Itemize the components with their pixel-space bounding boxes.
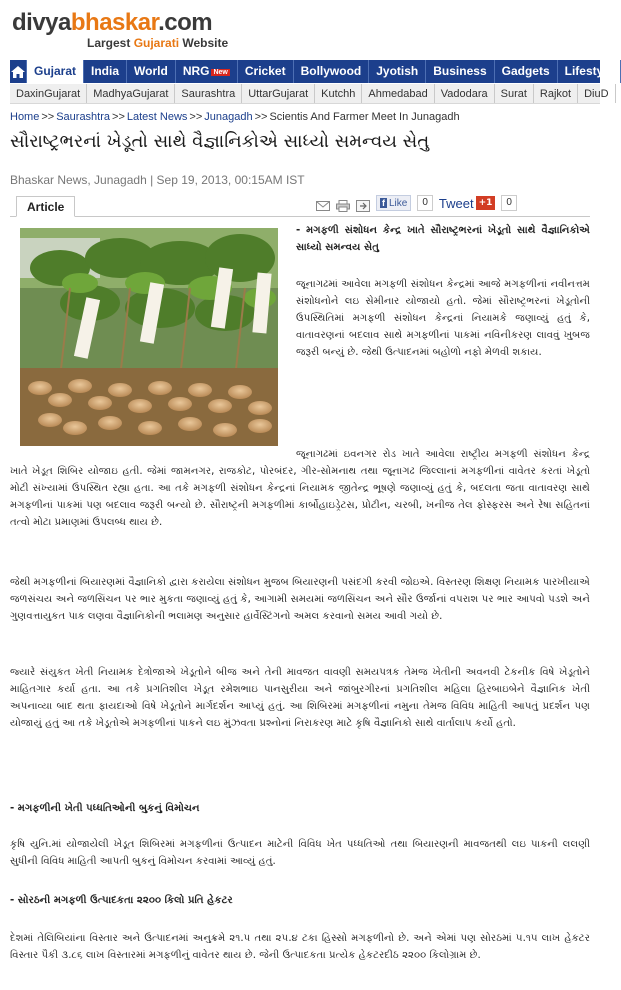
article-paragraph-5: કૃષિ યુનિ.માં યોજાયેલી ખેડૂત શિબિરમાં મગફળીનાં ઉત્પાદન માટેની વિવિધ ખેત પધ્ધતિઓ તથા બિયારણની માવજતથી લઇ પાકની લલણી સુધીની વિવિધ માહિતી આપતી બુકનું વિમોચન કરવામાં આવ્યું હતું. — [10, 839, 590, 867]
article-subheading-1: - મગફળીની ખેતી પધ્ધતિઓની બુકનું વિમોચન — [10, 803, 200, 814]
nav-item-gadgets[interactable]: Gadgets — [495, 60, 558, 83]
subnav-item-saurashtra[interactable]: Saurashtra — [175, 84, 242, 103]
tab-article[interactable]: Article — [16, 196, 75, 217]
tagline-highlight: Gujarati — [133, 36, 180, 50]
like-label: Like — [389, 197, 408, 209]
breadcrumb — [10, 111, 460, 123]
nav-item-lifestyle[interactable]: Lifestyle — [558, 60, 621, 83]
subnav-item-diu[interactable]: DiuD — [578, 84, 615, 103]
subnav-item-kutchh[interactable]: Kutchh — [315, 84, 362, 103]
logo-part-1: divya — [12, 9, 71, 36]
subnav-item-surat[interactable]: Surat — [495, 84, 534, 103]
tweet-button[interactable]: Tweet — [438, 195, 474, 211]
tab-divider — [10, 216, 590, 217]
tagline-pre: Largest — [87, 36, 134, 50]
nav-item-bollywood[interactable]: Bollywood — [294, 60, 370, 83]
nav-item-cricket[interactable]: Cricket — [238, 60, 294, 83]
breadcrumb-junagadh[interactable]: Junagadh — [204, 111, 253, 123]
subnav-item-daxingujarat[interactable]: DaxinGujarat — [10, 84, 87, 103]
sub-nav — [10, 84, 609, 104]
nav-item-jyotish[interactable]: Jyotish — [369, 60, 426, 83]
email-icon[interactable] — [316, 197, 330, 209]
facebook-icon: f — [382, 198, 385, 208]
nav-item-nrg-label: NRG — [182, 64, 210, 78]
new-badge: New — [213, 69, 228, 76]
article-subheading-2: - સોરઠની મગફળી ઉત્પાદકતા ૨૨૦૦ કિલો પ્રતિ હેકટર — [10, 895, 233, 906]
site-logo[interactable] — [12, 10, 600, 36]
gplus-count: 0 — [501, 195, 517, 211]
share-bar — [316, 195, 517, 211]
article-paragraph-3: જેથી મગફળીનાં બિયારણમાં વૈજ્ઞાનિકો દ્વારા કરાયેલા સંશોધન મુજબ બિયારણની પસંદગી કરવી જોઇએ. વિસ્તરણ શિક્ષણ નિયામક પારખીયાએ જળસંચય અને જળસિંચન પર ભાર મુકતા જણાવ્યું હતું કે, આગામી સમયમાં જળસિંચન અને સૌર ઉર્જાનાં વપરાશ પર ભાર આપવો પડશે અને ગુણવત્તાયુકત પાક લણવા વૈજ્ઞાનિકોની ભલામણ અનુસાર હાર્વેસ્ટિંગનો અમલ કરવાનો સમય આવી ગયો છે. — [10, 577, 590, 622]
site-header — [0, 0, 600, 58]
article-summary: - મગફળી સંશોધન કેન્દ્ર ખાતે સૌરાષ્ટ્રભરનાં ખેડૂતો સાથે વૈજ્ઞાનિકોએ સાધ્યો સમન્વય સેતુ — [296, 225, 590, 253]
facebook-like-button[interactable] — [376, 195, 411, 211]
subnav-item-vadodara[interactable]: Vadodara — [435, 84, 495, 103]
print-icon[interactable] — [336, 197, 350, 209]
article-paragraph-4: જ્યારે સંયુકત ખેતી નિયામક દેત્રોજાએ ખેડૂતોને બીજ અને તેની માવજત વાવણી સમયપત્રક તેમજ ખેતીની અવનવી ટેકનીક વિષે ખેડૂતોને માહિતગાર કર્યા હતા. આ તકે પ્રગતિશીલ ખેડૂત રમેશભાઇ પાનસુરીયા અને જાંબુરગીરનાં પ્રગતિશીલ મહિલા હિરબાઇબેને વૈજ્ઞાનિક ખેતી અપનાવ્યા બાદ થતા ફાયદાઓ વિષે ખેડૂતોને માર્ગદર્શન આપ્યું હતું. આ શિબિરમાં મગફળીનાં નમુના તેમજ વિવિધ માહિતી આપતું પ્રદર્શન પણ યોજાયું હતું આ તકે ખેડૂતોએ મગફળીનાં પાકને લઇ મુંઝવતા પ્રશ્નોનાં નિરાકરણ માટે કૃષિ વૈજ્ઞાનિકો સાથે વાર્તાલાપ કર્યો હતો. — [10, 667, 590, 729]
breadcrumb-latest-news[interactable]: Latest News — [126, 111, 188, 123]
nav-item-business[interactable]: Business — [426, 60, 494, 83]
main-nav — [10, 60, 614, 83]
breadcrumb-separator: >> — [41, 111, 55, 123]
logo-part-2: bhaskar — [70, 9, 159, 36]
site-tagline — [87, 36, 600, 50]
breadcrumb-separator: >> — [189, 111, 203, 123]
breadcrumb-separator: >> — [112, 111, 125, 123]
subnav-item-uttargujarat[interactable]: UttarGujarat — [242, 84, 315, 103]
subnav-item-rajkot[interactable]: Rajkot — [534, 84, 578, 103]
like-count: 0 — [417, 195, 433, 211]
peanut-plants-illustration — [20, 228, 278, 446]
article-paragraph-2: જૂનાગઢમાં ઇવનગર રોડ ખાતે આવેલા રાષ્ટ્રીય મગફળી સંશોધન કેન્દ્ર ખાતે ખેડૂત શિબિર યોજાઇ હતી. જેમાં જામનગર, રાજકોટ, પોરબંદર, ગીર-સોમનાથ તથા જૂનાગઢ જિલ્લાનાં મગફળીનાં વાવેતર કરતાં ખેડૂતો મોટી સંખ્યામાં ઉપસ્થિત રહ્યા હતા. આ તકે મગફળી સંશોધન કેન્દ્રનાં નિયામક જીતેન્દ્ર ભૂષણે જણાવ્યું હતું કે, બદલતા જતા વાતાવરણ સાથે મગફળીનાં પાકમાં પણ બદલાવ જરૂરી બન્યો છે. સૌરાષ્ટ્રની મગફળીમાં કાર્બોહાઇડ્રેટસ, પ્રોટીન, ચરબી, ખનીજ તેલ ફોસ્ફરસ અને રેષા સહિતનાં તત્વો મોટા પ્રમાણમાં ઉપલબ્ધ થાય છે. — [10, 449, 590, 528]
breadcrumb-home[interactable]: Home — [10, 111, 40, 123]
article-photo[interactable] — [20, 228, 278, 446]
nav-item-india[interactable]: India — [84, 60, 127, 83]
google-plus-button[interactable]: +1 — [476, 196, 496, 210]
breadcrumb-current: Scientis And Farmer Meet In Junagadh — [269, 111, 460, 123]
nav-item-gujarat[interactable]: Gujarat — [27, 60, 84, 83]
article-paragraph-6: દેશમાં તેલિબિયાંના વિસ્તાર અને ઉત્પાદનમાં અનુક્રમે ૨૧.૫ તથા ૨૫.૪ ટકા હિસ્સો મગફળીનો છે. અને એમાં પણ સોરઠમાં ૫.૧૫ લાખ હેકટર વિસ્તાર પૈકી ૩.૮૬ લાખ વિસ્તારમાં મગફળીનું વાવેતર થાય છે. જેની ઉત્પાદકતા પ્રત્યેક હેકટરદીઠ ૨૨૦૦ કિલોગ્રામ છે. — [10, 933, 590, 961]
breadcrumb-saurashtra[interactable]: Saurashtra — [56, 111, 111, 123]
nav-item-nrg[interactable] — [176, 60, 238, 83]
nav-item-world[interactable]: World — [127, 60, 176, 83]
home-icon — [10, 65, 26, 79]
article-byline: Bhaskar News, Junagadh | Sep 19, 2013, 00:15AM IST — [10, 173, 305, 187]
article-title: સૌરાષ્ટ્રભરનાં ખેડૂતો સાથે વૈજ્ઞાનિકોએ સાધ્યો સમન્વય સેતુ — [10, 131, 430, 152]
breadcrumb-separator: >> — [254, 111, 268, 123]
home-button[interactable] — [10, 60, 27, 83]
article-paragraph-1: જૂનાગઢમાં આવેલા મગફળી સંશોધન કેન્દ્રમાં આજે મગફળીનાં નવીનત્તમ સંશોધનોને લઇ સેમીનાર યોજાયો હતો. જેમાં સૌરાષ્ટ્રભરનાં ખેડૂતોની ઉપસ્થિતિમાં મગફળી સંશોધન કેન્દ્રનાં નિયામકે જણાવ્યું હતું કે, વાતાવરણનાં બદલાવ સાથે મગફળીનાં પાકમાં નવિનીકરણ લાવવું ખુબજ જરૂરી બન્યું છે. જેથી ઉત્પાદનમાં બહોળો નફો મેળવી શકાય. — [296, 279, 590, 358]
share-icon[interactable] — [356, 197, 370, 209]
subnav-item-madhyagujarat[interactable]: MadhyaGujarat — [87, 84, 175, 103]
subnav-item-ahmedabad[interactable]: Ahmedabad — [362, 84, 434, 103]
logo-part-3: .com — [158, 9, 213, 36]
tagline-post: Website — [179, 36, 229, 50]
